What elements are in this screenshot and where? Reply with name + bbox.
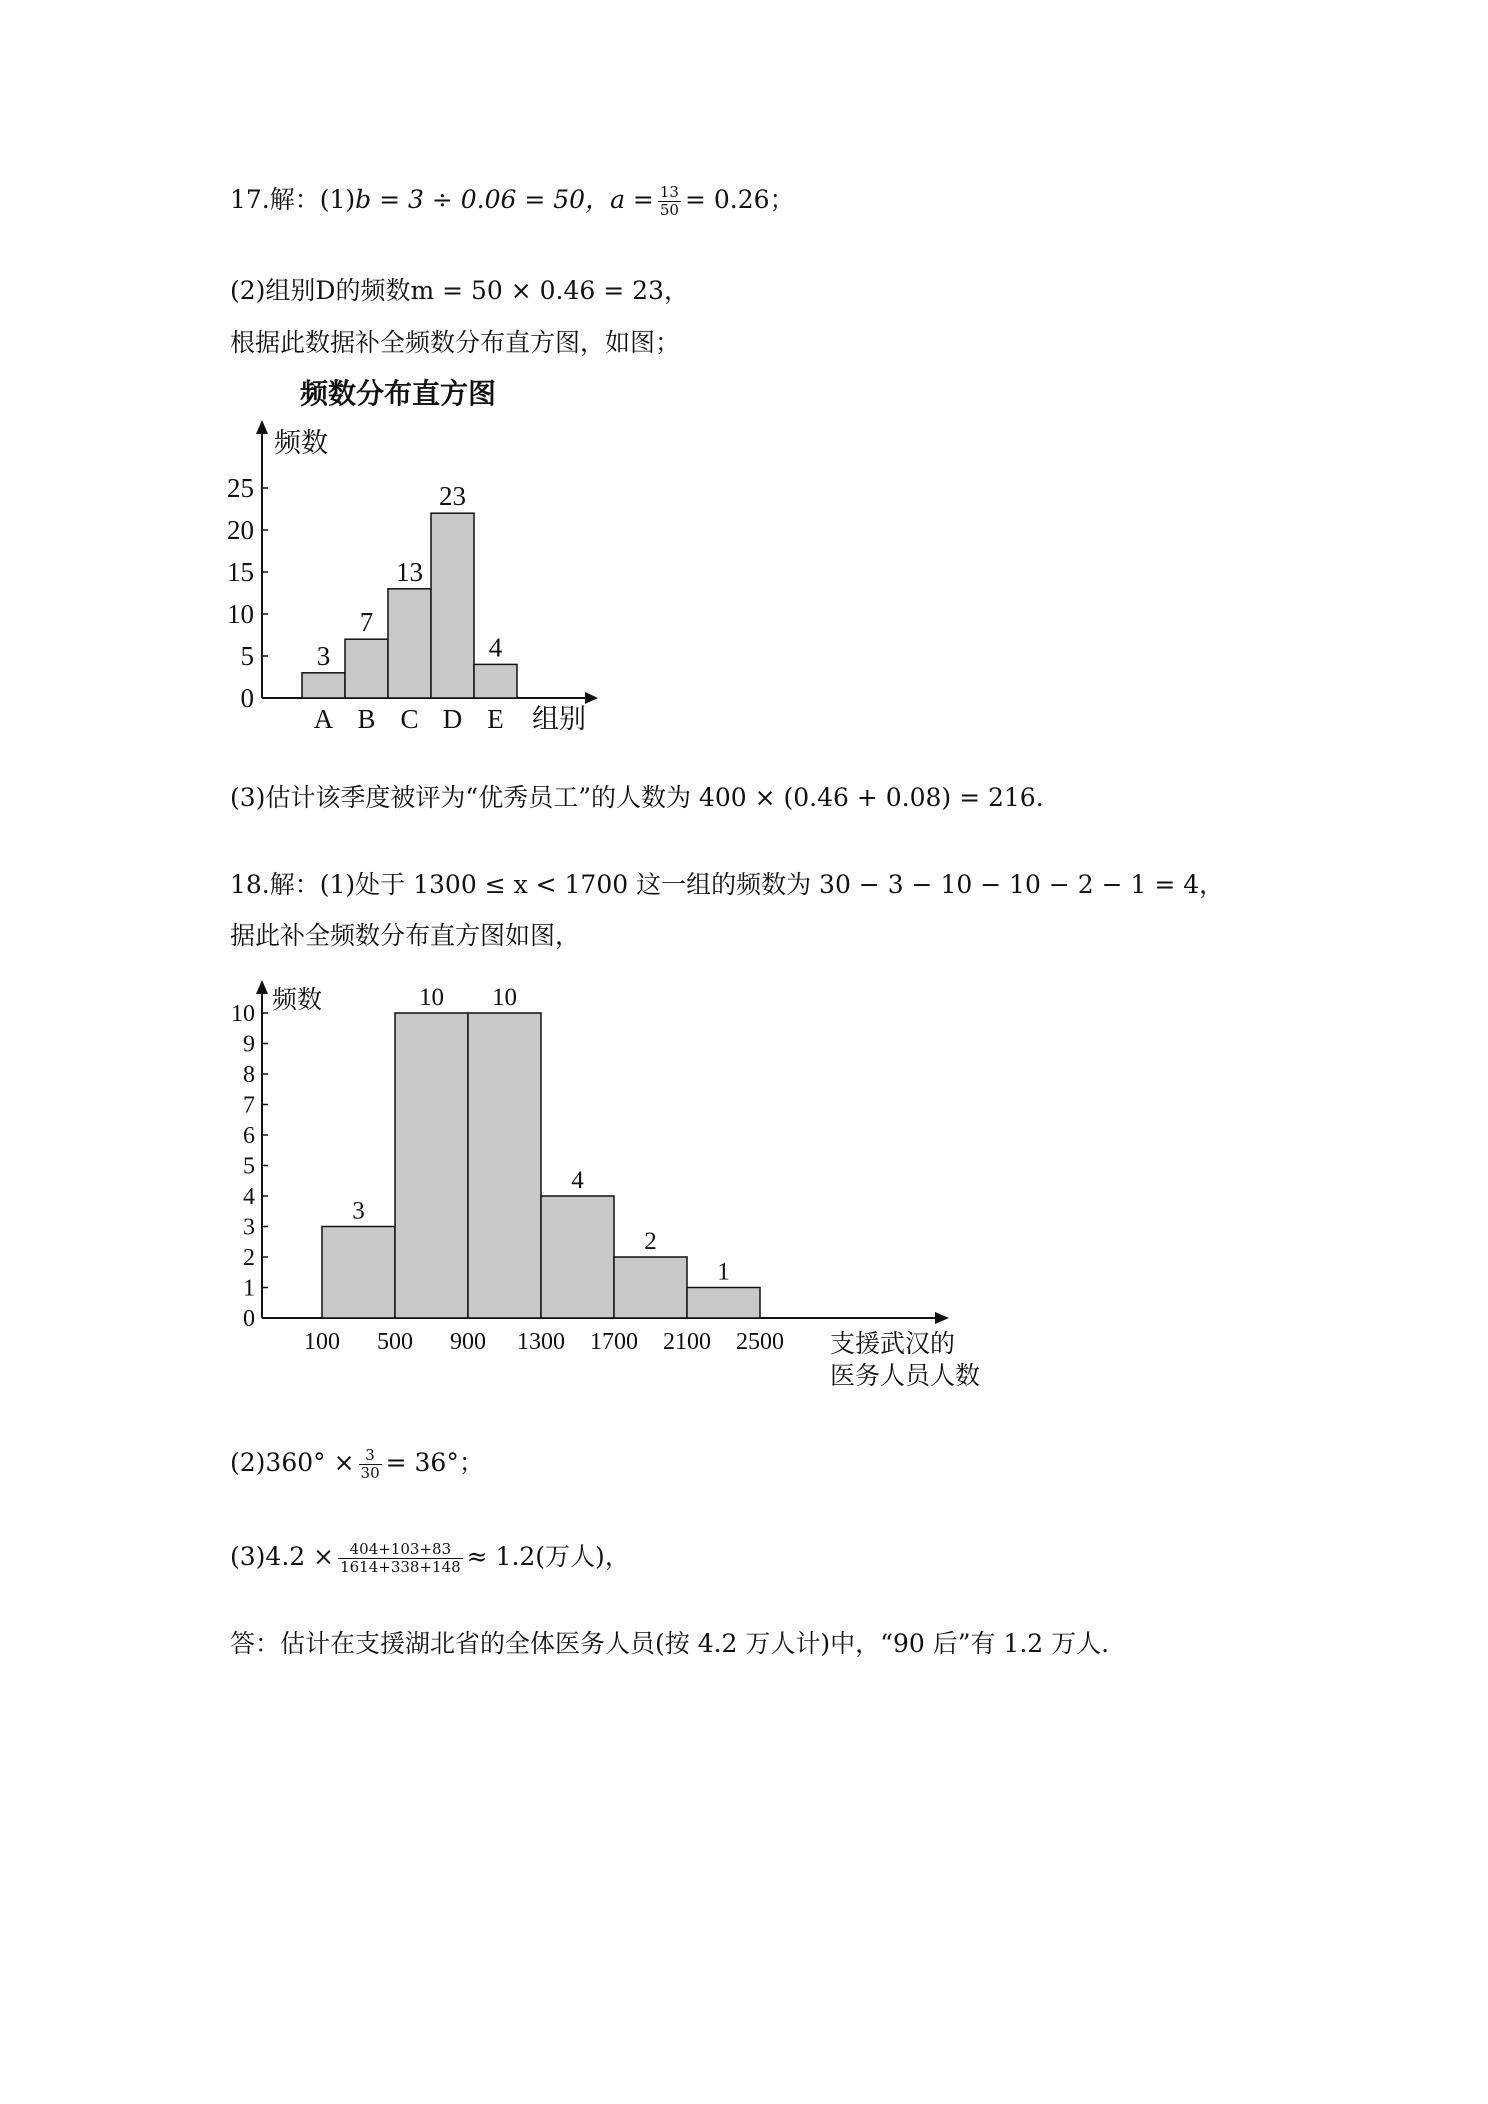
chart1-ytick-label: 25 <box>227 473 254 503</box>
q18-line5: 答：估计在支援湖北省的全体医务人员(按 4.2 万人计)中，“90 后”有 1.2 万人. <box>230 1629 1110 1658</box>
chart2-data-label: 3 <box>352 1197 365 1225</box>
chart1-xlabel: 组别 <box>532 704 586 734</box>
chart2-bin-edge-label: 1700 <box>590 1329 638 1355</box>
chart1-category-label: B <box>357 704 376 734</box>
chart1-title: 频数分布直方图 <box>300 379 497 410</box>
chart1-ytick-label: 20 <box>227 515 254 545</box>
chart2-data-label: 2 <box>644 1228 657 1255</box>
q17-line1-suffix: = 0.26； <box>684 185 795 214</box>
q18-line3-prefix: (2)360° × <box>230 1448 355 1477</box>
chart1-ytick-label: 15 <box>227 557 254 587</box>
chart1-data-label: 7 <box>359 607 374 638</box>
chart2-bar <box>614 1257 687 1318</box>
chart2-ytick-label: 9 <box>243 1031 255 1058</box>
chart2-ytick-label: 7 <box>243 1092 255 1119</box>
q18-line4-prefix: (3)4.2 × <box>230 1542 335 1571</box>
q17-line1 <box>230 183 795 219</box>
chart2-ytick-label: 5 <box>243 1153 255 1180</box>
chart2-xlabel-line: 医务人员人数 <box>830 1363 981 1390</box>
chart1-bar <box>345 639 388 698</box>
q18-frac-b-num: 404+103+83 <box>338 1541 463 1559</box>
chart2-ytick-label: 1 <box>243 1275 255 1302</box>
chart2-data-label: 10 <box>419 984 444 1011</box>
chart1-x-arrow <box>585 692 598 704</box>
q18-line1: 18.解：(1)处于 1300 ≤ x < 1700 这一组的频数为 30 − 3 − 10 − 10 − 2 − 1 = 4， <box>230 870 1225 899</box>
chart1-category-label: E <box>487 704 504 734</box>
q17-line1-prefix: 17.解：(1) <box>230 185 356 214</box>
q18-fraction-a <box>359 1447 382 1482</box>
chart2-x-arrow <box>935 1312 949 1324</box>
q17-line4: (3)估计该季度被评为“优秀员工”的人数为 400 × (0.46 + 0.08) = 216. <box>230 783 1044 812</box>
q18-frac-b-den: 1614+338+148 <box>340 1558 461 1576</box>
chart2-bin-edge-label: 100 <box>304 1329 340 1355</box>
chart1-ytick-label: 5 <box>240 641 254 671</box>
q18-line4 <box>230 1540 630 1576</box>
chart1-data-label: 23 <box>439 481 466 512</box>
chart1-bar <box>474 664 517 698</box>
chart1-data-label: 4 <box>488 632 503 663</box>
chart1-y-arrow <box>256 420 268 434</box>
chart1-ytick-label: 0 <box>240 683 254 713</box>
chart2-ytick-label: 4 <box>243 1184 255 1210</box>
chart2-bar <box>322 1227 395 1319</box>
q17-line1-expr: b = 3 ÷ 0.06 = 50，a = <box>355 185 654 214</box>
q18-line2: 据此补全频数分布直方图如图， <box>230 921 581 950</box>
q17-frac-num: 13 <box>659 183 679 201</box>
chart2-bin-edge-label: 1300 <box>517 1329 565 1355</box>
q18-frac-a-num: 3 <box>359 1447 382 1465</box>
chart2-bar <box>395 1013 468 1318</box>
chart-medical-staff-histogram <box>200 960 1020 1400</box>
q17-fraction <box>658 184 681 219</box>
chart1-ytick-label: 10 <box>227 599 254 629</box>
q18-line3 <box>230 1446 484 1482</box>
q17-frac-den: 50 <box>659 201 679 219</box>
chart2-ytick-label: 2 <box>243 1245 255 1271</box>
q18-line4-suffix: ≈ 1.2(万人)， <box>466 1542 630 1571</box>
chart2-bin-edge-label: 2100 <box>663 1329 711 1355</box>
chart2-ytick-label: 6 <box>243 1123 255 1149</box>
chart2-bar <box>687 1288 760 1319</box>
chart1-category-label: C <box>400 704 419 734</box>
chart1-bar <box>302 673 345 698</box>
q18-fraction-b <box>338 1541 463 1576</box>
chart2-bar <box>541 1196 614 1318</box>
chart2-ytick-label: 0 <box>243 1306 255 1332</box>
chart2-ylabel: 频数 <box>272 987 323 1014</box>
chart2-ytick-label: 8 <box>243 1062 255 1088</box>
chart1-bar <box>388 589 431 698</box>
q18-frac-a-den: 30 <box>360 1464 380 1482</box>
chart2-y-arrow <box>256 980 268 994</box>
chart1-category-label: D <box>442 704 463 734</box>
chart2-bin-edge-label: 500 <box>377 1329 413 1355</box>
chart2-data-label: 4 <box>571 1167 584 1194</box>
chart2-bin-edge-label: 900 <box>450 1329 486 1355</box>
chart1-data-label: 3 <box>316 640 331 671</box>
chart2-ytick-label: 10 <box>231 1001 255 1027</box>
chart1-category-label: A <box>313 704 334 734</box>
chart2-ytick-label: 3 <box>243 1214 255 1241</box>
q17-line2: (2)组别D的频数m = 50 × 0.46 = 23， <box>230 276 689 305</box>
chart-group-histogram <box>200 370 620 740</box>
chart2-xlabel-line: 支援武汉的 <box>830 1331 956 1358</box>
chart2-bin-edge-label: 2500 <box>736 1329 784 1355</box>
chart1-ylabel: 频数 <box>274 428 328 458</box>
chart2-data-label: 10 <box>492 984 517 1011</box>
chart1-data-label: 13 <box>396 556 423 587</box>
chart1-bar <box>431 513 474 698</box>
chart2-bar <box>468 1013 541 1318</box>
q18-line3-suffix: = 36°； <box>385 1448 484 1477</box>
q17-line3: 根据此数据补全频数分布直方图，如图； <box>230 328 681 357</box>
chart2-data-label: 1 <box>717 1258 730 1286</box>
